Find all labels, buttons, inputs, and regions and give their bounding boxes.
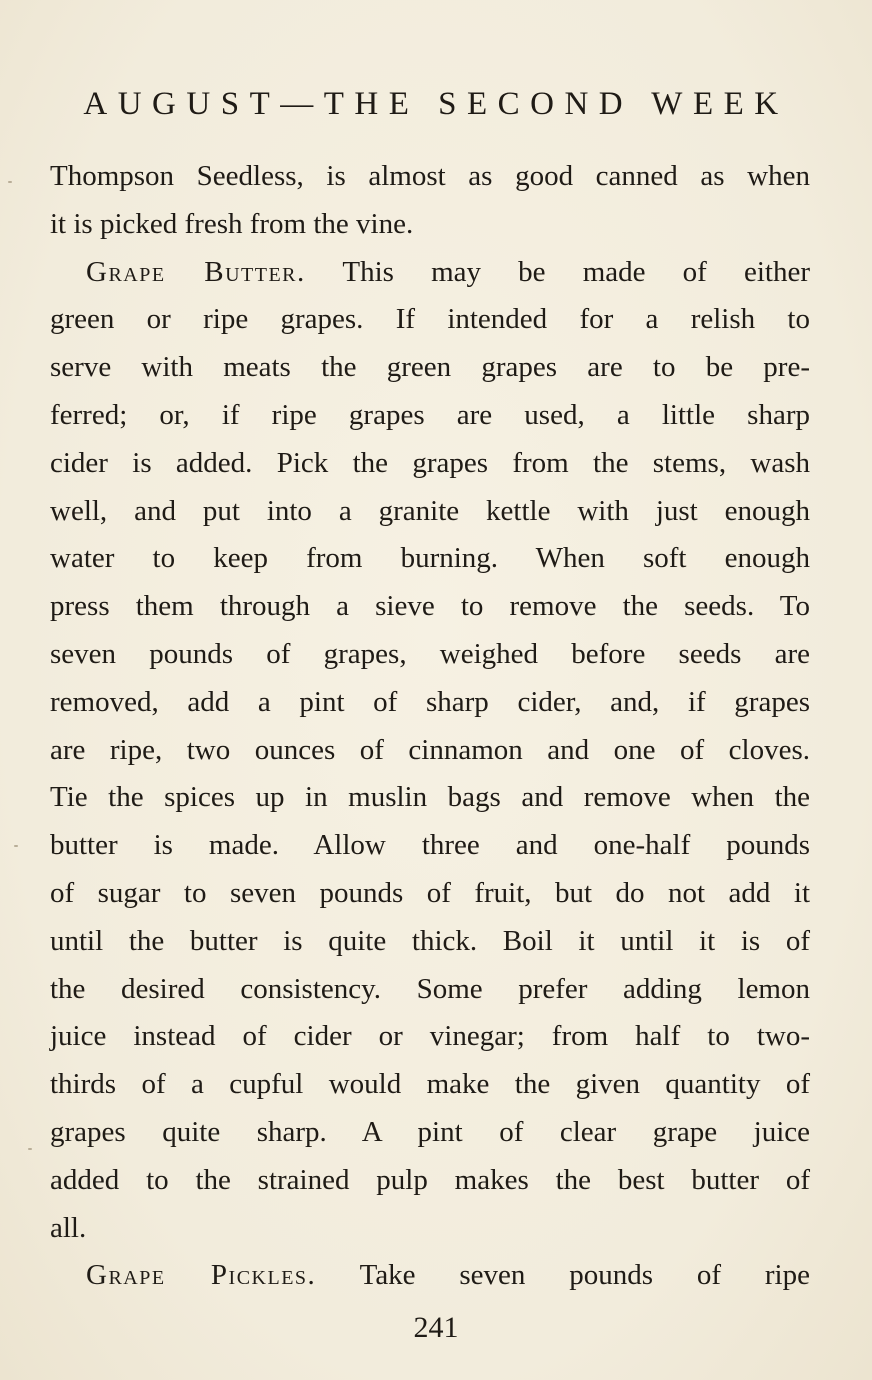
body-text: [50, 153, 810, 1300]
text-line: cider is added. Pick the grapes from the stems, wash: [50, 446, 810, 479]
text-line: the desired consistency. Some prefer adding lemon: [50, 972, 810, 1005]
running-head: AUGUST—THE SECOND WEEK: [83, 86, 789, 122]
text-line: serve with meats the green grapes are to be pre-: [50, 351, 810, 384]
text-line: grapes quite sharp. A pint of clear grape juice: [50, 1115, 810, 1148]
paper-speck: [14, 845, 18, 847]
text-run: Take seven pounds of ripe: [359, 1259, 810, 1292]
page-number: 241: [413, 1311, 459, 1344]
text-line: of sugar to seven pounds of fruit, but do not add it: [50, 876, 810, 909]
text-line: butter is made. Allow three and one-half pounds: [50, 829, 810, 862]
section-heading-grape-butter: Grape Butter.: [86, 255, 306, 288]
paper-speck: [8, 181, 12, 183]
text-line: are ripe, two ounces of cinnamon and one of cloves.: [50, 733, 810, 766]
text-line: ferred; or, if ripe grapes are used, a little sharp: [50, 398, 810, 431]
text-run: This may be made of either: [342, 255, 810, 288]
text-line: thirds of a cupful would make the given quantity of: [50, 1068, 810, 1101]
section-heading-grape-pickles: Grape Pickles.: [86, 1259, 317, 1292]
text-line: Thompson Seedless, is almost as good canned as when: [50, 160, 810, 192]
text-line: press them through a sieve to remove the seeds. To: [50, 590, 810, 623]
text-line: all.: [50, 1211, 87, 1244]
text-line: it is picked fresh from the vine.: [50, 207, 414, 240]
text-line: green or ripe grapes. If intended for a relish to: [50, 303, 810, 336]
text-line: water to keep from burning. When soft enough: [50, 542, 810, 575]
text-line: until the butter is quite thick. Boil it until it is of: [50, 924, 810, 957]
text-line: removed, add a pint of sharp cider, and, if grapes: [50, 685, 810, 718]
paper-speck: [28, 1148, 32, 1150]
text-line: juice instead of cider or vinegar; from half to two-: [50, 1020, 810, 1053]
text-line: well, and put into a granite kettle with just enough: [50, 494, 810, 527]
text-line: Tie the spices up in muslin bags and remove when the: [50, 781, 810, 814]
text-line: seven pounds of grapes, weighed before seeds are: [50, 637, 810, 670]
text-line: added to the strained pulp makes the best butter of: [50, 1163, 810, 1196]
paragraph-grape-pickles-start: [50, 1252, 810, 1300]
paragraph-grape-butter-start: [50, 249, 810, 297]
